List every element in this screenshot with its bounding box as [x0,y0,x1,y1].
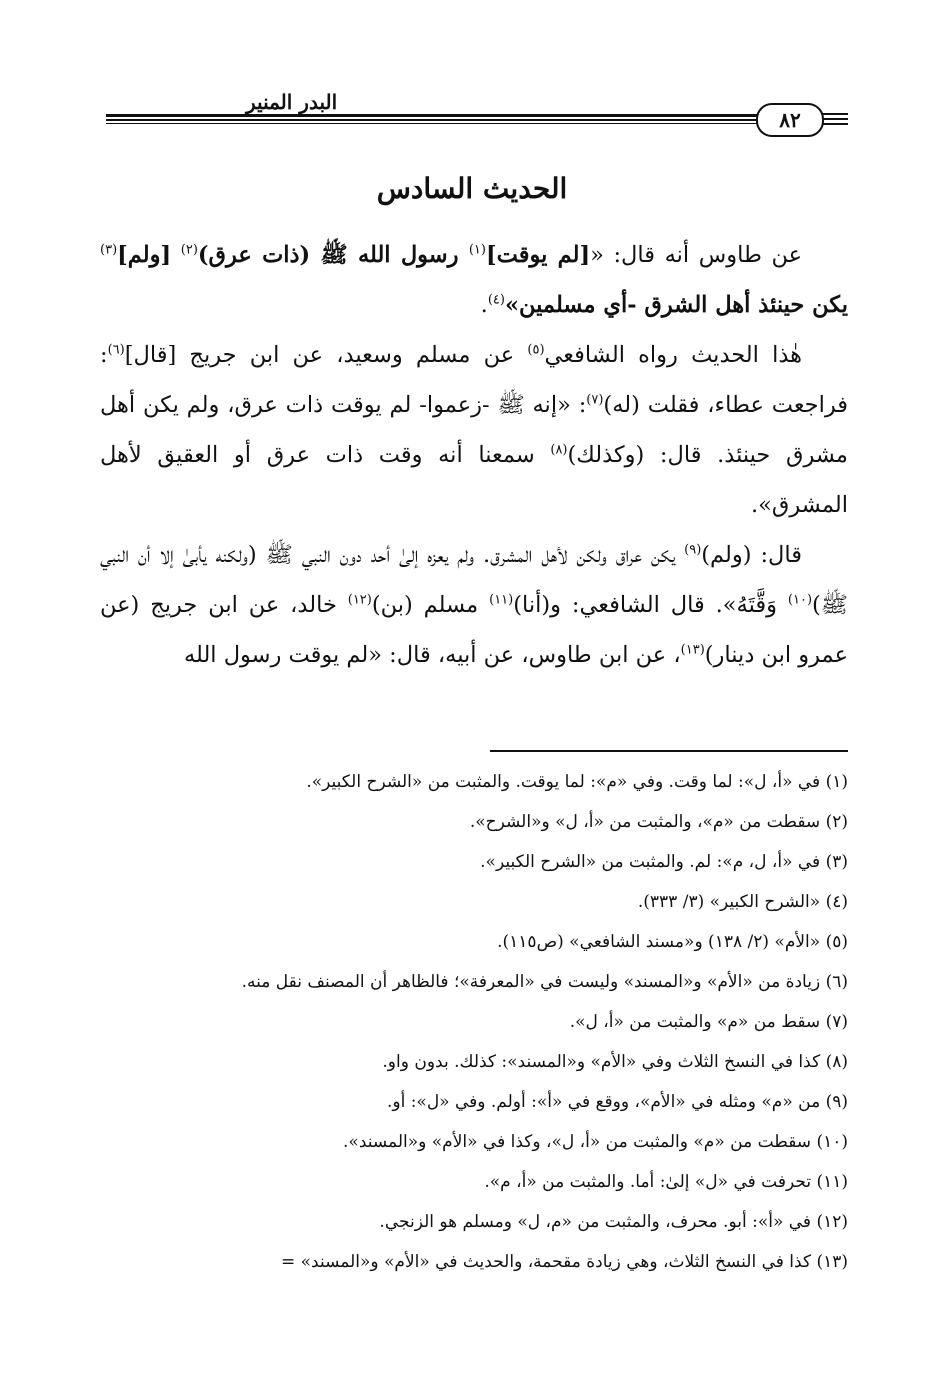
footnote: (٧) سقط من «م» والمثبت من «أ، ل». [569,1012,848,1032]
footnote-ref: (١) [468,242,486,258]
text-run: وَقَّتَهُ». قال الشافعي: و(أنا) [513,592,788,618]
footnote-ref: (٦) [107,342,125,358]
footnote-ref: (١٠) [787,592,813,608]
footnote-ref: (٣) [100,242,118,258]
text-run [171,242,181,268]
page-number: ٨٢ [756,103,824,137]
book-title: البدر المنير [246,90,338,114]
text-run: يكن حينئذ أهل الشرق -أي مسلمين» [504,292,848,318]
footnote: (٥) «الأم» (٢/ ١٣٨) و«مسند الشافعي» (ص١١٥). [497,932,848,952]
footnote-ref: (٨) [550,442,568,458]
footnote-ref: (١٢) [347,592,372,608]
text-run: [ولم] [117,242,172,268]
header-rule [106,114,761,117]
footnote-ref: (١٣) [680,642,705,658]
section-heading: الحديث السادس [376,172,568,205]
footnotes [98,762,848,1282]
footnote-ref: (٧) [586,392,604,408]
paragraph [100,230,848,330]
paragraph [100,530,848,680]
footnote: (٣) في «أ، ل، م»: لم. والمثبت من «الشرح الكبير». [480,852,848,872]
footnote: (١٣) كذا في النسخ الثلاث، وهي زيادة مقحمة، والحديث في «الأم» و«المسند» = [281,1252,848,1272]
text-run: : «إنه ﷺ -زعموا- لم يوقت ذات عرق، ولم يكن أهل مشرق حينئذ. قال: (وكذلك) [100,392,848,468]
footnote: (٩) من «م» ومثله في «الأم»، ووقع في «أ»: أولم. وفي «ل»: أو. [386,1092,848,1112]
text-run: عن طاوس أنه قال: « [590,242,803,268]
text-run: ، عن ابن طاوس، عن أبيه، قال: «لم يوقت رسول الله [183,642,681,668]
text-run: هٰذا الحديث رواه الشافعي [544,342,802,368]
footnote: (١٢) في «أ»: أبو. محرف، والمثبت من «م، ل» ومسلم هو الزنجي. [379,1212,848,1232]
footnote: (١٠) سقطت من «م» والمثبت من «أ، ل»، وكذا في «الأم» و«المسند». [343,1132,848,1152]
footnote: (٨) كذا في النسخ الثلاث وفي «الأم» و«المسند»: كذلك. بدون واو. [382,1052,848,1072]
footnote-ref: (٢) [180,242,198,258]
footnote: (٦) زيادة من «الأم» و«المسند» وليست في «المعرفة»؛ فالظاهر أن المصنف نقل منه. [241,972,848,992]
text-run: عن مسلم وسعيد، عن ابن جريج [قال] [124,342,528,368]
footnote: (٢) سقطت من «م»، والمثبت من «أ، ل» و«الشرح». [469,812,848,832]
text-run: يكن عراق ولكن لأهل المشرق. ولم يعزه إلىٰ أحد دون النبي ﷺ (ولكنه يأبىٰ إلا أن النبي ﷺ) [100,542,848,618]
footnote-ref: (٥) [527,342,545,358]
main-text [100,230,848,680]
text-run: رسول الله ﷺ (ذات عرق) [197,242,469,268]
header-rule [106,123,761,124]
text-run: سمعنا أنه وقت ذات عرق أو العقيق لأهل المشرق». [100,442,848,518]
header-rule [106,119,761,121]
paragraph [100,330,848,530]
text-run: خالد، عن ابن جريج (عن عمرو ابن دينار) [100,592,848,668]
footnote: (٤) «الشرح الكبير» (٣/ ٣٣٣). [637,892,848,912]
text-run: . [480,292,488,318]
footnote-separator [490,750,848,752]
running-header [96,88,856,140]
text-run: : فراجعت عطاء، فقلت (له) [100,342,848,418]
footnote: (١) في «أ، ل»: لما وقت. وفي «م»: لما يوقت. والمثبت من «الشرح الكبير». [306,772,848,792]
text-run: مسلم (بن) [371,592,490,618]
footnote-ref: (١١) [489,592,514,608]
footnote-ref: (٩) [684,542,702,558]
text-run: قال: (ولم) [701,542,802,568]
footnote-ref: (٤) [487,292,505,308]
text-run: [لم يوقت] [485,242,591,268]
footnote: (١١) تحرفت في «ل» إلىٰ: أما. والمثبت من «أ، م». [484,1172,848,1192]
